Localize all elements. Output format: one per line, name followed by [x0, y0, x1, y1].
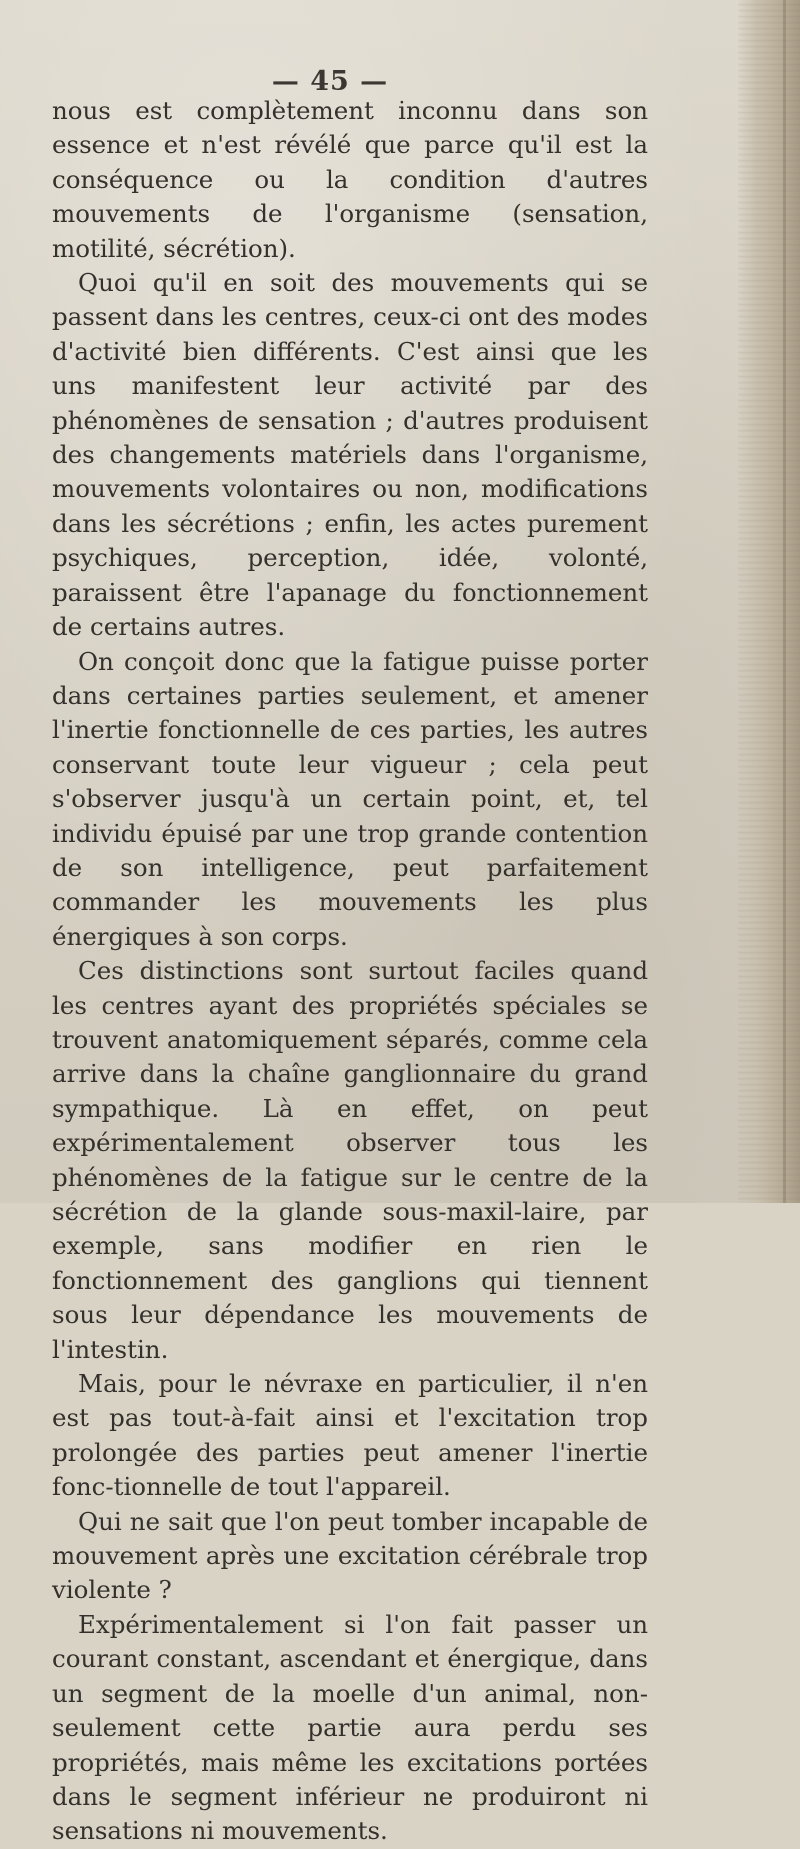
page-number: — 45 —	[271, 66, 389, 97]
page-edge-shadow	[783, 0, 786, 1203]
body-text	[52, 94, 648, 1849]
paragraph: Ces distinctions sont surtout faciles quand les centres ayant des propriétés spéciales se trouvent anatomiquement séparés, comme cela arrive dans la chaîne ganglionnaire du grand sympathique. Là en effet, on peut expérimentalement observer tous les phénomènes de la fatigue sur le centre de la sécrétion de la glande sous-maxil-laire, par exemple, sans modifier en rien le fonctionnement des ganglions qui tiennent sous leur dépendance les mouvements de l'intestin.	[52, 956, 648, 1364]
paragraph: On conçoit donc que la fatigue puisse porter dans certaines parties seulement, et amener l'inertie fonctionnelle de ces parties, les autres conservant toute leur vigueur ; cela peut s'observer jusqu'à un certain point, et, tel individu épuisé par une trop grande contention de son intelligence, peut parfaitement commander les mouvements les plus énergiques à son corps.	[52, 646, 648, 951]
paragraph: Qui ne sait que l'on peut tomber incapable de mouvement après une excitation cérébrale trop violente ?	[52, 1506, 648, 1605]
paragraph-continuation: nous est complètement inconnu dans son essence et n'est révélé que parce qu'il est la conséquence ou la condition d'autres mouvements de l'organisme (sensation, motilité, sécrétion).	[52, 96, 648, 263]
paragraph: Expérimentalement si l'on fait passer un courant constant, ascendant et énergique, dans un segment de la moelle d'un animal, non-seulement cette partie aura perdu ses propriétés, mais même les excitations portées dans le segment inférieur ne produiront ni sensations ni mouvements.	[52, 1609, 648, 1846]
paragraph: Quoi qu'il en soit des mouvements qui se passent dans les centres, ceux-ci ont des modes d'activité bien différents. C'est ainsi que les uns manifestent leur activité par des phénomènes de sensation ; d'autres produisent des changements matériels dans l'organisme, mouvements volontaires ou non, modifications dans les sécrétions ; enfin, les actes purement psychiques, perception, idée, volonté, paraissent être l'apanage du fonctionnement de certains autres.	[52, 268, 648, 642]
paragraph: Mais, pour le névraxe en particulier, il n'en est pas tout-à-fait ainsi et l'excitation trop prolongée des parties peut amener l'inertie fonc-tionnelle de tout l'appareil.	[52, 1369, 648, 1502]
page-edge	[738, 0, 800, 1203]
